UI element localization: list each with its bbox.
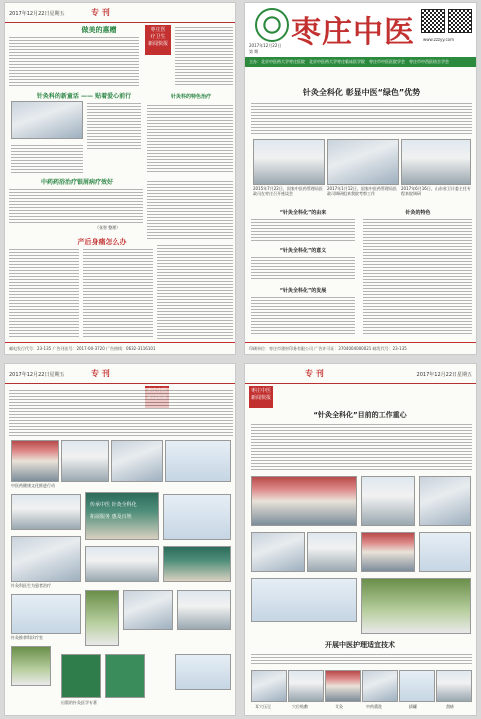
subhead: 针灸的特色	[405, 210, 431, 216]
banner-text: 拓展服务 惠及百姓	[90, 514, 132, 520]
technique-label: 艾灸	[335, 704, 343, 709]
issue-info: 2017年12月22日 第 期	[249, 43, 282, 54]
technique-photo	[251, 670, 287, 702]
headline-1: 做美的惠赠	[81, 26, 117, 34]
technique-label: 中药熏洗	[366, 704, 382, 709]
sub-headline: 开展中医护理适宜技术	[325, 641, 395, 649]
hospital-emblem-icon	[255, 8, 289, 42]
news-photo	[253, 139, 325, 185]
article-text	[363, 217, 472, 335]
technique-photo	[399, 670, 435, 702]
page-3	[4, 363, 236, 716]
author-note: （张智 整理）	[95, 225, 121, 230]
photo	[175, 654, 231, 690]
website-url: www.zzzyy.com	[423, 37, 454, 42]
photo-caption: 中医药健康文化推进行动	[11, 483, 55, 488]
technique-label: 穴位贴敷	[292, 704, 308, 709]
subhead: “针灸全科化”的由来	[279, 210, 327, 216]
poster-photo	[85, 590, 119, 646]
photo-caption: 针灸推拿科诊疗室	[11, 635, 43, 640]
page-header	[5, 364, 235, 384]
photo	[361, 476, 415, 526]
photo	[111, 440, 163, 482]
headline-3: 针灸科的特色治疗	[170, 94, 211, 100]
photo	[61, 440, 109, 482]
technique-photo	[436, 670, 472, 702]
lead-text	[251, 101, 472, 135]
page-footer: 印刷单位：枣庄市建材印务有限公司 广告许可证：3704004000021 邮发代号：23-135	[245, 342, 476, 354]
photo	[163, 494, 231, 540]
article-text	[11, 143, 83, 173]
photo	[123, 590, 173, 630]
qr-code-icon	[448, 9, 472, 33]
book-cover	[105, 654, 145, 698]
technique-photo	[288, 670, 324, 702]
photo	[11, 646, 51, 686]
page-header	[245, 364, 476, 384]
article-text	[251, 652, 472, 666]
photo-caption: 2015年7月22日，国家中医药管理局医政司在枣庄召开座谈会	[253, 186, 323, 196]
news-photo	[327, 139, 399, 185]
article-text	[147, 103, 233, 173]
article-text	[251, 422, 472, 472]
technique-photo	[362, 670, 398, 702]
article-text	[251, 217, 355, 243]
photo	[419, 476, 471, 526]
headline-4: 中药药浴治疗银屑病疗效好	[40, 179, 113, 186]
photo	[11, 536, 81, 582]
photo	[251, 578, 357, 622]
photo-caption: 2017年1月12日，国家中医药管理局医政司调研组来我院考察工作	[327, 186, 397, 196]
article-text	[83, 247, 153, 339]
masthead-title: 枣庄中医	[291, 15, 415, 50]
news-photo	[401, 139, 471, 185]
book-caption: 出版的针灸医学专著	[61, 700, 97, 705]
sponsor-bar: 主办：北京中医药大学枣庄医院 北京中医药大学枣庄临床医学院 枣庄市中医医院学会 枣庄市中西医结合学会	[245, 57, 476, 67]
photo	[11, 494, 81, 530]
photo-caption: 针灸科医生为患者治疗	[11, 583, 51, 588]
photo	[11, 594, 81, 634]
article-text	[9, 247, 79, 339]
issue-date: 2017年12月22日星期五	[9, 372, 65, 378]
section-name: 专 刊	[305, 369, 324, 378]
photo	[11, 440, 59, 482]
article-text	[175, 25, 233, 87]
qr-code-icon	[421, 9, 445, 33]
photo	[85, 546, 159, 582]
clinic-photo	[361, 578, 471, 634]
banner-text: 传承中医 针灸全科化	[90, 502, 137, 508]
page-2	[244, 2, 477, 355]
article-photo	[11, 101, 83, 139]
technique-photo	[325, 670, 361, 702]
page-1	[4, 2, 236, 355]
headline-5: 产后身痛怎么办	[77, 238, 127, 246]
article-text	[9, 35, 139, 87]
news-tag: 枣庄医 疗卫生 新闻快报	[145, 25, 171, 55]
page-4	[244, 363, 477, 716]
photo	[307, 532, 357, 572]
article-text	[251, 295, 355, 335]
book-cover	[61, 654, 101, 698]
article-text	[87, 101, 141, 151]
masthead-row	[245, 3, 476, 57]
article-text	[157, 243, 233, 339]
photo	[251, 532, 305, 572]
article-text	[251, 255, 355, 281]
article-text	[147, 179, 233, 239]
subhead: “针灸全科化”的发展	[279, 288, 327, 294]
group-photo	[251, 476, 357, 526]
headline: “针灸全科化”目前的工作重心	[313, 411, 407, 419]
banner-photo	[85, 492, 159, 540]
technique-label: 耳穴压豆	[255, 704, 271, 709]
article-text	[9, 388, 233, 436]
photo	[177, 590, 231, 630]
photo	[419, 532, 471, 572]
subhead: “针灸全科化”的意义	[279, 248, 327, 254]
photo	[361, 532, 415, 572]
technique-label: 拔罐	[409, 704, 417, 709]
photo-caption: 2017年6月16日，山东省卫计委主任专程来院调研	[401, 186, 471, 196]
technique-label: 刮痧	[446, 704, 454, 709]
issue-date: 2017年12月22日星期五	[9, 11, 65, 17]
page-header	[5, 3, 235, 23]
photo	[163, 546, 231, 582]
section-name: 专 刊	[91, 8, 110, 17]
lead-headline: 针灸全科化 彰显中医“绿色”优势	[302, 88, 421, 97]
headline-2: 针灸科的新童话 —— 贴着爱心前行	[36, 93, 132, 100]
news-tag: 枣庄中医 新闻快报	[249, 386, 273, 408]
photo	[165, 440, 231, 482]
article-text	[9, 187, 143, 223]
issue-date: 2017年12月22日星期五	[416, 372, 472, 378]
section-name: 专 刊	[91, 369, 110, 378]
page-footer: 邮电发行代号：23-135 广告刊出号：2017-00-3720 广告热线：0632-3116101	[5, 342, 235, 354]
